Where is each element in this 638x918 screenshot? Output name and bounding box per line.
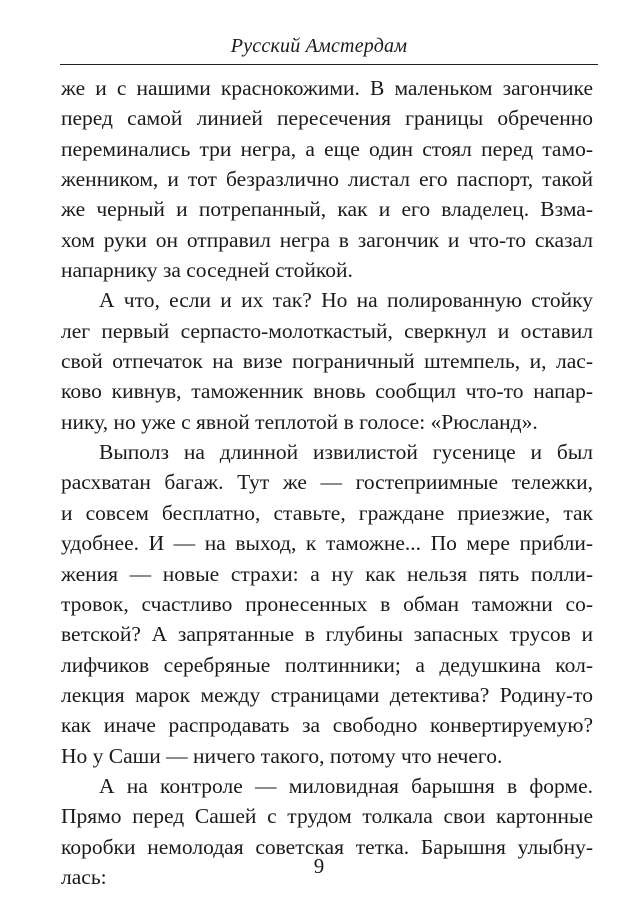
text-line: лег первый серпасто-молоткастый, сверкнул и оставил [61,318,593,343]
text-line: хом руки он отправил негра в загончик и что-то сказал [61,227,593,252]
text-line: Выполз на длинной извилистой гусенице и был [99,440,593,465]
header-rule [60,64,598,65]
text-line: и совсем бесплатно, ставьте, граждане приезжие, так [61,500,593,525]
page-number: 9 [313,854,325,878]
text-line: перед самой линией пересечения границы обреченно [61,106,593,131]
text-line: тровок, счастливо пронесенных в обман таможни со- [61,591,593,616]
text-line: удобнее. И — на выход, к таможне... По мере прибли- [61,531,593,556]
text-line: как иначе распродавать за свободно конвертируемую? [61,713,593,738]
text-line: лифчиков серебряные полтинники; а дедушкина кол- [61,652,593,677]
text-line: женником, и тот безразлично листал его паспорт, такой [61,167,593,192]
body-text [61,73,593,892]
text-line: же черный и потрепанный, как и его владелец. Взма- [61,197,593,222]
text-line: напарнику за соседней стойкой. [61,258,353,283]
text-line: жения — новые страхи: а ну как нельзя пять полли- [61,561,593,586]
text-line: ково кивнув, таможенник вновь сообщил что-то напар- [61,379,593,404]
text-line: лекция марок между страницами детектива? Родину-то [61,682,593,707]
text-line: ветской? А запрятанные в глубины запасных трусов и [61,622,593,647]
text-line: Прямо перед Сашей с трудом толкала свои картонные [61,804,593,829]
text-line: лась: [61,864,107,889]
text-line: коробки немолодая советская тетка. Барышня улыбну- [61,834,593,859]
text-line: свой отпечаток на визе пограничный штемпель, и, лас- [61,349,593,374]
text-line: А на контроле — миловидная барышня в форме. [99,773,593,798]
running-head: Русский Амстердам [230,35,408,57]
text-line: же и с нашими краснокожими. В маленьком загончике [61,76,593,100]
text-line: нику, но уже с явной теплотой в голосе: «Рюсланд». [61,409,538,434]
text-line: А что, если и их так? Но на полированную стойку [99,288,593,313]
text-line: Но у Саши — ничего такого, потому что нечего. [61,743,503,768]
text-line: расхватан багаж. Тут же — гостеприимные тележки, [61,470,593,495]
text-line: переминались три негра, а еще один стоял перед тамо- [61,136,593,161]
